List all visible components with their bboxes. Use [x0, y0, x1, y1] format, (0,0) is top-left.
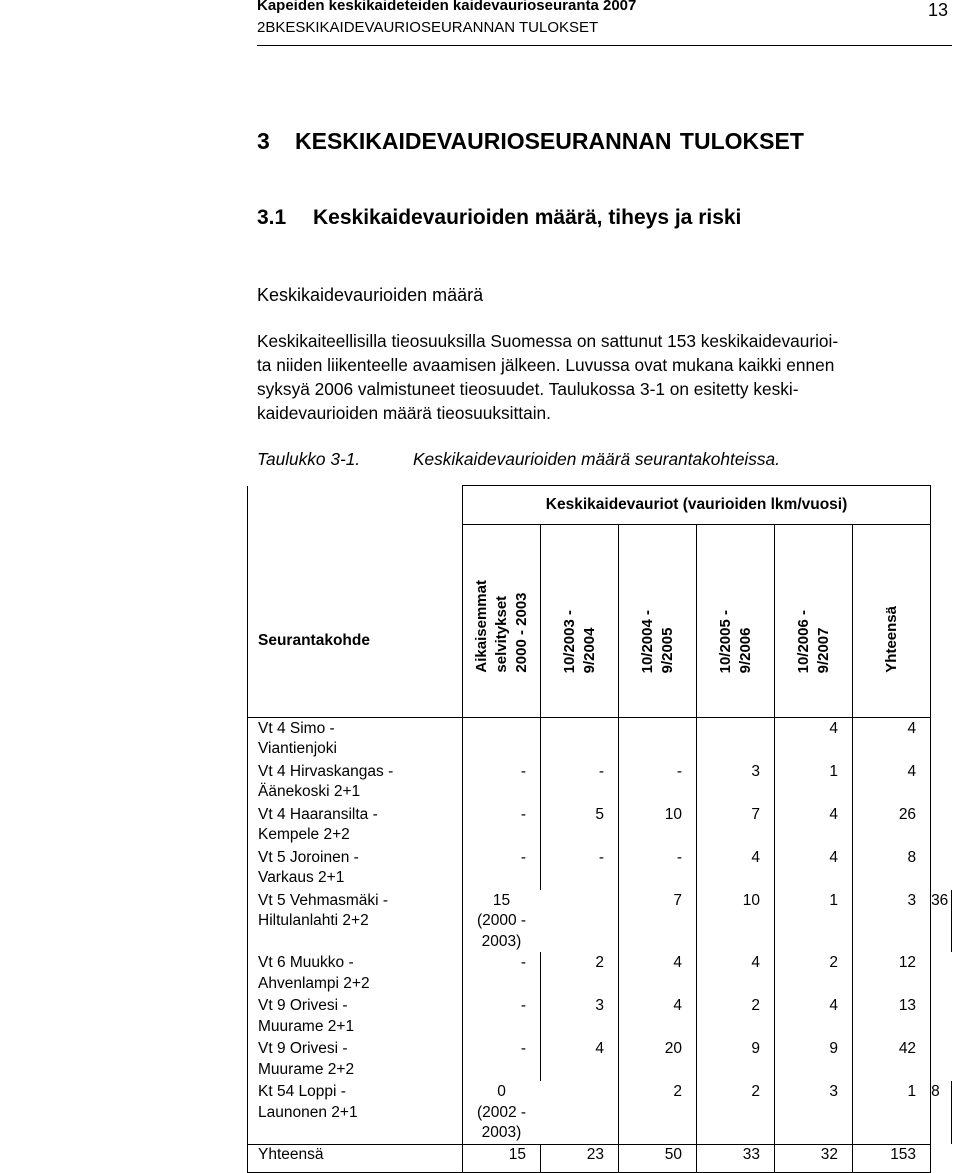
cell-value: -: [541, 761, 619, 804]
section-heading: [257, 128, 804, 155]
cell-value: 2: [697, 1081, 775, 1144]
table-row: [248, 804, 952, 847]
table-caption-label: Taulukko 3-1.: [257, 449, 361, 469]
column-header-label: Yhteensä: [882, 606, 900, 673]
cell-value: 15 (2000 - 2003): [463, 890, 619, 953]
column-header-label: Aikaisemmat selvitykset 2000 - 2003: [472, 580, 530, 673]
cell-value: 4: [619, 952, 697, 995]
cell-value: 42: [853, 1038, 931, 1081]
subsection-number: 3.1: [257, 206, 287, 229]
column-header: [619, 525, 697, 718]
cell-value: [619, 717, 697, 761]
row-name: Vt 6 Muukko - Ahvenlampi 2+2: [248, 952, 463, 995]
column-header-wrap: [775, 525, 852, 677]
cell-value: 3: [853, 890, 931, 953]
cell-value: 8: [853, 847, 931, 890]
running-header-chapter: 2BKESKIKAIDEVAURIOSEURANNAN TULOKSET: [257, 19, 599, 36]
column-header-wrap: [463, 525, 540, 677]
table-row: [248, 717, 952, 761]
cell-value: -: [463, 952, 541, 995]
paragraph-line: kaidevaurioiden määrä tieosuuksittain.: [257, 403, 551, 423]
total-value: 50: [619, 1144, 697, 1172]
cell-value: 0 (2002 - 2003): [463, 1081, 619, 1144]
cell-value: 10: [697, 890, 775, 953]
column-header: [697, 525, 775, 718]
column-header-wrap: [541, 525, 618, 677]
table-row: [248, 761, 952, 804]
cell-value: 2: [775, 952, 853, 995]
cell-value: -: [541, 847, 619, 890]
cell-value: 26: [853, 804, 931, 847]
cell-value: 2: [541, 952, 619, 995]
cell-value: 8: [931, 1081, 952, 1144]
cell-value: 3: [697, 761, 775, 804]
table-row: [248, 1081, 952, 1144]
table-row: [248, 890, 952, 953]
table-row: [248, 847, 952, 890]
subsection-title: Keskikaidevaurioiden määrä, tiheys ja riski: [313, 206, 742, 229]
cell-value: 12: [853, 952, 931, 995]
cell-value: -: [463, 761, 541, 804]
column-header-wrap: [619, 525, 696, 677]
column-header-wrap: [697, 525, 774, 677]
total-value: 32: [775, 1144, 853, 1172]
cell-value: 7: [697, 804, 775, 847]
cell-value: -: [463, 995, 541, 1038]
cell-value: 4: [619, 995, 697, 1038]
total-value: 15: [463, 1144, 541, 1172]
total-value: 23: [541, 1144, 619, 1172]
row-name: Vt 9 Orivesi - Muurame 2+1: [248, 995, 463, 1038]
body-paragraph: [257, 329, 947, 425]
row-name: Vt 9 Orivesi - Muurame 2+2: [248, 1038, 463, 1081]
row-name: Vt 4 Hirvaskangas - Äänekoski 2+1: [248, 761, 463, 804]
row-header: Seurantakohde: [248, 525, 463, 718]
cell-value: [697, 717, 775, 761]
total-label: Yhteensä: [248, 1144, 463, 1172]
cell-value: 4: [853, 761, 931, 804]
row-name: Vt 4 Haaransilta - Kempele 2+2: [248, 804, 463, 847]
running-header-title: Kapeiden keskikaideteiden kaidevaurioseuranta 2007: [257, 0, 637, 14]
group-header-row: [248, 486, 952, 525]
cell-value: 1: [853, 1081, 931, 1144]
column-header: [463, 525, 541, 718]
row-name: Kt 54 Loppi - Launonen 2+1: [248, 1081, 463, 1144]
cell-value: 4: [853, 717, 931, 761]
cell-value: [463, 717, 541, 761]
cell-value: 2: [619, 1081, 697, 1144]
paragraph-line: syksyä 2006 valmistuneet tieosuudet. Taulukossa 3-1 on esitetty keski-: [257, 379, 799, 399]
cell-value: 10: [619, 804, 697, 847]
subheading: Keskikaidevaurioiden määrä: [257, 285, 484, 305]
table-caption-text: Keskikaidevaurioiden määrä seurantakohteissa.: [413, 449, 780, 469]
page-number: 13: [928, 0, 949, 20]
total-value: 153: [853, 1144, 931, 1172]
header-blank-cell: [248, 486, 463, 525]
cell-value: 1: [775, 761, 853, 804]
cell-value: 4: [775, 717, 853, 761]
section-title: KESKIKAIDEVAURIOSEURANNAN TULOKSET: [295, 128, 804, 154]
column-header-row: [248, 525, 952, 718]
cell-value: 2: [697, 995, 775, 1038]
cell-value: 4: [697, 952, 775, 995]
cell-value: 3: [541, 995, 619, 1038]
cell-value: -: [463, 847, 541, 890]
cell-value: 3: [775, 1081, 853, 1144]
cell-value: -: [463, 804, 541, 847]
row-name: Vt 5 Joroinen - Varkaus 2+1: [248, 847, 463, 890]
column-header: [775, 525, 853, 718]
cell-value: 9: [775, 1038, 853, 1081]
table-row: [248, 952, 952, 995]
header-rule: [257, 45, 952, 46]
table-row: [248, 1038, 952, 1081]
cell-value: 4: [541, 1038, 619, 1081]
column-header-wrap: [853, 525, 930, 677]
cell-value: 13: [853, 995, 931, 1038]
column-header-label: 10/2005 - 9/2006: [716, 609, 754, 673]
column-header-label: 10/2004 - 9/2005: [638, 609, 676, 673]
cell-value: -: [619, 761, 697, 804]
cell-value: 4: [697, 847, 775, 890]
cell-value: 5: [541, 804, 619, 847]
paragraph-line: ta niiden liikenteelle avaamisen jälkeen. Luvussa ovat mukana kaikki ennen: [257, 355, 835, 375]
column-header: [853, 525, 931, 718]
cell-value: [541, 717, 619, 761]
cell-value: -: [463, 1038, 541, 1081]
cell-value: 7: [619, 890, 697, 953]
cell-value: 20: [619, 1038, 697, 1081]
column-header-label: 10/2006 - 9/2007: [794, 609, 832, 673]
cell-value: 36: [931, 890, 952, 953]
cell-value: -: [619, 847, 697, 890]
cell-value: 4: [775, 995, 853, 1038]
row-name: Vt 4 Simo - Viantienjoki: [248, 717, 463, 761]
group-header: Keskikaidevauriot (vaurioiden lkm/vuosi): [463, 486, 931, 525]
row-name: Vt 5 Vehmasmäki - Hiltulanlahti 2+2: [248, 890, 463, 953]
cell-value: 9: [697, 1038, 775, 1081]
cell-value: 4: [775, 804, 853, 847]
cell-value: 1: [775, 890, 853, 953]
paragraph-line: Keskikaiteellisilla tieosuuksilla Suomessa on sattunut 153 keskikaidevaurioi-: [257, 331, 839, 351]
subsection-heading: [257, 206, 741, 230]
section-number: 3: [257, 128, 270, 154]
total-value: 33: [697, 1144, 775, 1172]
cell-value: 4: [775, 847, 853, 890]
column-header-label: 10/2003 - 9/2004: [560, 609, 598, 673]
column-header: [541, 525, 619, 718]
total-row: [248, 1144, 952, 1172]
damage-table: [247, 485, 952, 1173]
table-row: [248, 995, 952, 1038]
